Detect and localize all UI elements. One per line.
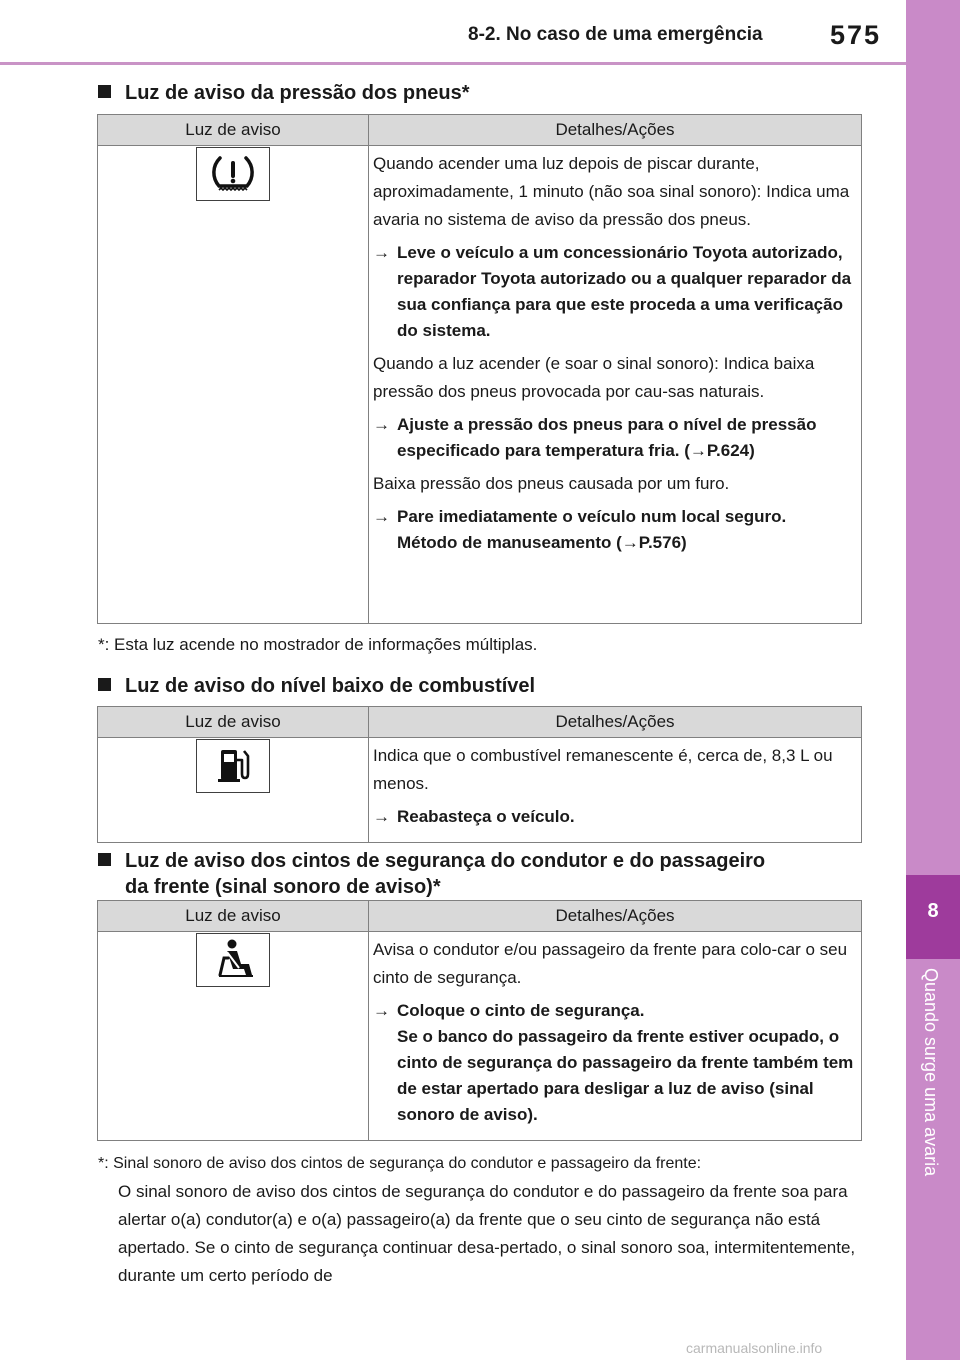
arrow-icon: → bbox=[373, 807, 390, 826]
action-item: → Leve o veículo a um concessionário Toyota autorizado, reparador Toyota autorizado ou a qualquer reparador da sua confiança para que este proceda a uma verificação do sistema. bbox=[373, 240, 855, 344]
seat-belt-table bbox=[97, 900, 862, 1141]
detail-text: Quando a luz acender (e soar o sinal sonoro): Indica baixa pressão dos pneus provocada por cau-sas naturais. bbox=[373, 354, 815, 401]
low-fuel-table bbox=[97, 706, 862, 843]
seat-belt-reminder-icon bbox=[196, 933, 270, 987]
arrow-icon: → bbox=[373, 1001, 390, 1020]
footnote: *: Esta luz acende no mostrador de informações múltiplas. bbox=[98, 635, 538, 654]
watermark: carmanualsonline.info bbox=[686, 1340, 823, 1356]
col-header-warning-light: Luz de aviso bbox=[98, 707, 369, 738]
tire-pressure-table bbox=[97, 114, 862, 624]
icon-cell bbox=[98, 146, 369, 624]
arrow-icon: → bbox=[373, 415, 390, 434]
arrow-icon: → bbox=[373, 507, 390, 526]
page-header bbox=[0, 0, 906, 66]
icon-cell bbox=[98, 932, 369, 1141]
col-header-details: Detalhes/Ações bbox=[369, 115, 862, 146]
col-header-warning-light: Luz de aviso bbox=[98, 901, 369, 932]
action-item: → Ajuste a pressão dos pneus para o nível de pressão especificado para temperatura fria. (→P.624) bbox=[373, 412, 855, 464]
col-header-warning-light: Luz de aviso bbox=[98, 115, 369, 146]
square-bullet-icon bbox=[98, 678, 111, 691]
arrow-icon: → bbox=[373, 243, 390, 262]
header-rule bbox=[0, 62, 906, 65]
chapter-number: 8 bbox=[927, 900, 939, 922]
page-number: 575 bbox=[830, 20, 882, 50]
icon-cell bbox=[98, 738, 369, 843]
details-cell bbox=[369, 146, 862, 624]
square-bullet-icon bbox=[98, 85, 111, 98]
detail-text: Baixa pressão dos pneus causada por um furo. bbox=[373, 474, 730, 493]
details-cell bbox=[369, 738, 862, 843]
action-item: → Coloque o cinto de segurança. Se o banco do passageiro da frente estiver ocupado, o cinto de segurança do passageiro da frente também tem de estar apertado para desligar a luz de aviso (sinal sonoro de aviso). bbox=[373, 998, 855, 1128]
col-header-details: Detalhes/Ações bbox=[369, 707, 862, 738]
details-cell bbox=[369, 932, 862, 1141]
action-item: → Reabasteça o veículo. bbox=[373, 804, 855, 830]
action-item: → Pare imediatamente o veículo num local seguro. Método de manuseamento (→P.576) bbox=[373, 504, 855, 556]
section-heading-low-fuel: Luz de aviso do nível baixo de combustível bbox=[98, 673, 535, 699]
procedure-link[interactable]: Método de manuseamento (→P.576) bbox=[397, 533, 687, 552]
square-bullet-icon bbox=[98, 853, 111, 866]
section-heading-seat-belt: Luz de aviso dos cintos de segurança do condutor e do passageiro da frente (sinal sonoro de aviso)* bbox=[98, 848, 765, 900]
detail-text: Avisa o condutor e/ou passageiro da frente para colo-car o seu cinto de segurança. bbox=[373, 940, 848, 987]
col-header-details: Detalhes/Ações bbox=[369, 901, 862, 932]
chapter-title: Quando surge uma avaria bbox=[921, 968, 941, 1177]
low-fuel-warning-icon bbox=[196, 739, 270, 793]
chapter-side-tab bbox=[906, 0, 960, 1360]
detail-text: Indica que o combustível remanescente é, cerca de, 8,3 L ou menos. bbox=[373, 746, 833, 793]
footnote: *: Sinal sonoro de aviso dos cintos de segurança do condutor e passageiro da frente: O sinal sonoro de aviso dos cintos de segurança do condutor e do passageiro da frente soa para alertar o(a) condutor(a) e o(a) passageiro(a) da frente que o seu cinto de segurança não está apertado. Se o cinto de segurança continuar desa-pertado, o sinal sonoro soa, intermitentemente, durante um certo período de bbox=[98, 1155, 856, 1285]
section-heading-tire-pressure: Luz de aviso da pressão dos pneus* bbox=[98, 80, 470, 106]
section-title: 8-2. No caso de uma emergência bbox=[468, 24, 763, 45]
detail-text: Quando acender uma luz depois de piscar durante, aproximadamente, 1 minuto (não soa sinal sonoro): Indica uma avaria no sistema de aviso da pressão dos pneus. bbox=[373, 154, 850, 229]
tire-pressure-warning-icon bbox=[196, 147, 270, 201]
